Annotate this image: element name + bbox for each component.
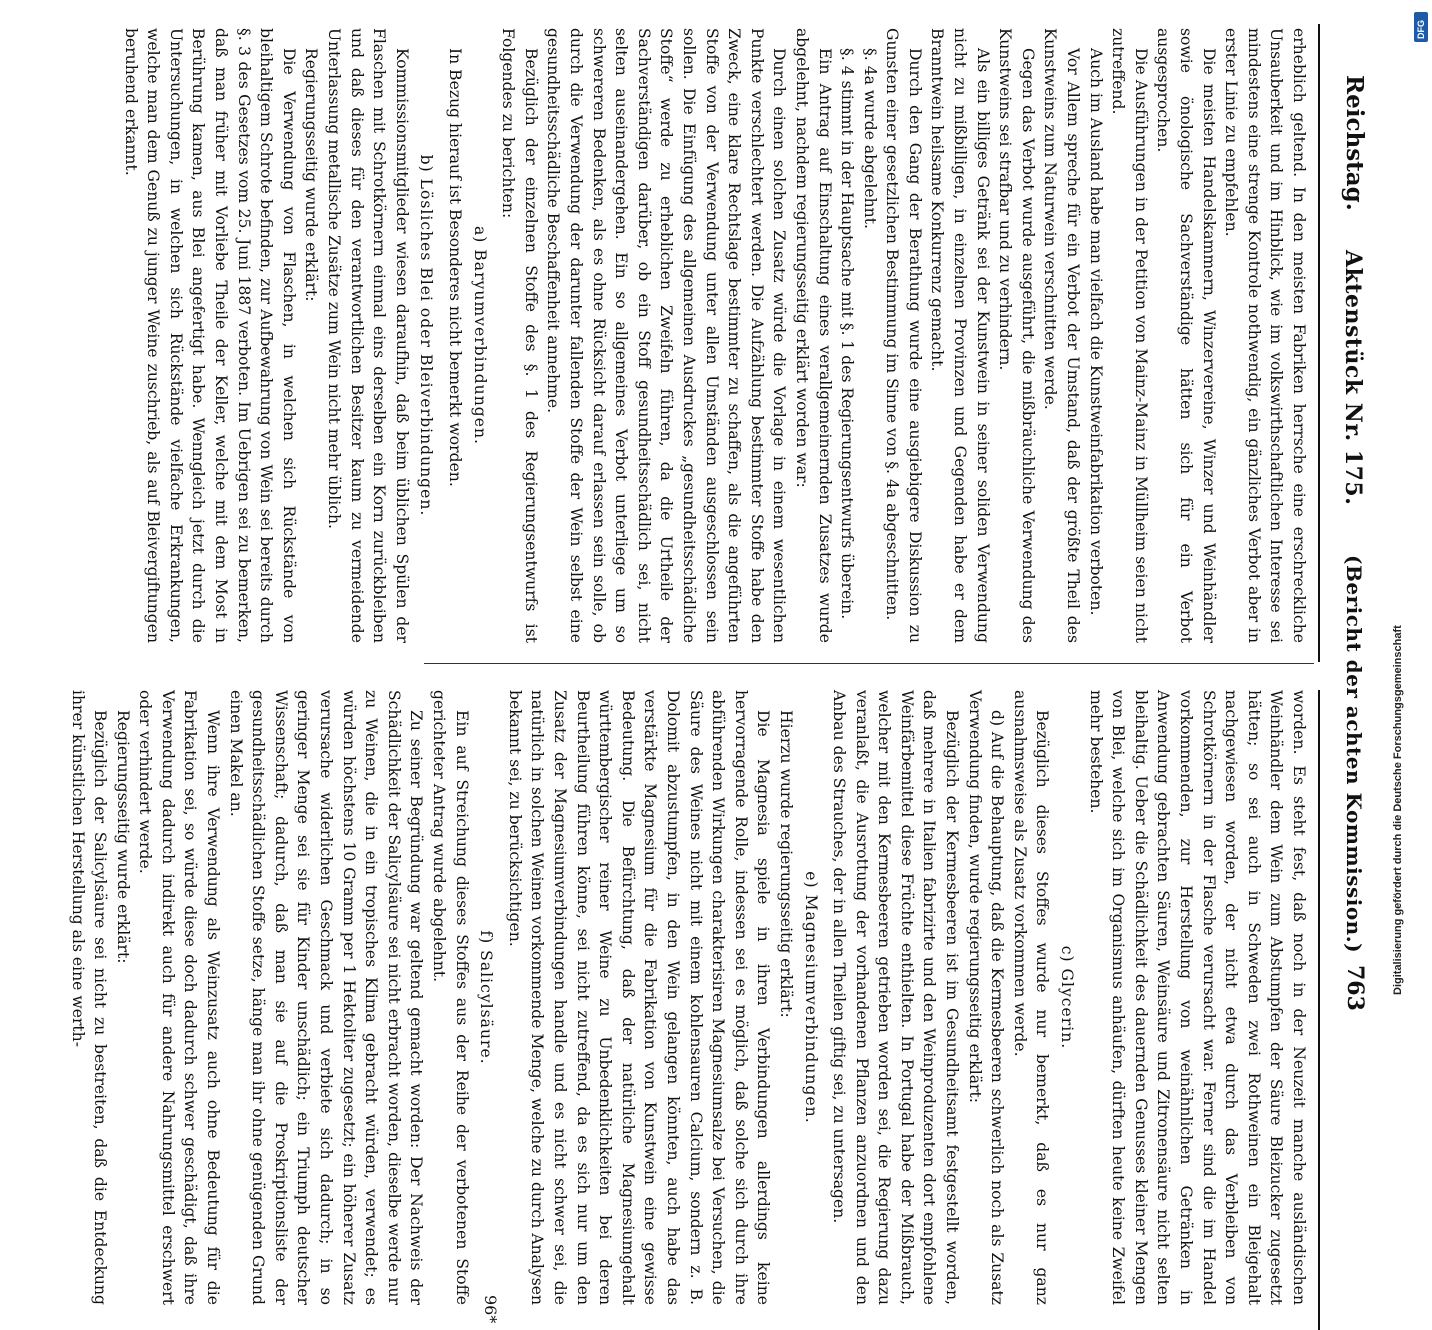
paragraph: In Bezug hierauf ist Besonderes nicht bemerkt worden.	[446, 48, 465, 487]
paragraph: Gegen das Verbot wurde ausgeführt, die mißbräuchliche Verwendung des Kunstweins sei strafbar und zu verhindern.	[996, 28, 1037, 643]
text-column-left	[119, 28, 1310, 643]
paragraph: Auch im Ausland habe man vielfach die Kunstweinfabrikation verboten.	[1086, 48, 1105, 616]
digitization-credit-text: Digitalisierung gefördert durch die Deutsche Forschungsgemeinschaft	[1392, 625, 1404, 995]
paragraph: Bezüglich der Salicylsäure sei nicht zu bestreiten, daß die Entdeckung ihrer künstlichen Herstellung als eine werth-	[68, 690, 110, 1305]
paragraph: Durch den Gang der Berathung wurde eine ausgiebigere Diskussion zu Gunsten einer gesetzlichen Bestimmung im Sinne von §. 4a abgeschnitten.	[883, 28, 924, 643]
running-head-left: Reichstag.	[1341, 75, 1368, 211]
paragraph: Die Verwendung von Flaschen, in welchen sich Rückstände von bleihaltigem Schrote befinden, zur Aufbewahrung von Wein sei bereits durch §. 3 des Gesetzes vom 25. Juni 1887 verboten. Im Uebrigen sei zu bemerken, daß man früher mit Vorliebe Theile der Keller, welche mit dem Most in Berührung kamen, aus Blei angefertigt habe. Wenngleich jetzt durch die Untersuchungen, in welchen sich Rückstände vielfache Erkrankungen, welche man dem Genuß zu junger Weine zuschrieb, als auf Bleivergiftungen beruhend erkannt.	[121, 28, 298, 643]
paragraph: Bezüglich dieses Stoffes wurde nur bemerkt, daß es nur ganz ausnahmsweise als Zusatz vorkommen werde.	[1010, 690, 1052, 1305]
paragraph: Die Ausführungen in der Petition von Mainz-Mainz in Müllheim seien nicht zutreffend.	[1109, 28, 1150, 643]
paragraph: Durch einen solchen Zusatz würde die Vorlage in einem wesentlichen Punkte verschlechtert werden. Die Aufzählung bestimmter Stoffe habe den Zweck, eine klare Rechtslage bestimmter zu schaffen, als die angeführten Stoffe von der Verwendung unter allen Umständen ausgeschlossen sein sollen. Die Einfügung des allgemeinen Ausdruckes „gesundheitsschädliche Stoffe“ werde zu erheblichen Zweifeln führen, da die Urtheile der Sachverständigen darüber, ob ein Stoff gesundheitsschädlich sei, nicht selten auseinandergehen. Ein so allgemeines Verbot unterliege um so schwereren Bedenken, als es ohne Rücksicht darauf erlassen sein solle, ob durch die Verwendung der darunter fallenden Stoffe der Wein selbst eine gesundheitsschädliche Beschaffenheit annehme.	[544, 28, 789, 643]
paragraph: Die meisten Handelskammern, Winzervereine, Winzer und Weinhändler sowie önologische Sachverständige hätten sich für ein Verbot ausgesprochen.	[1154, 28, 1218, 643]
paragraph: Ein auf Streichung dieses Stoffes aus der Reihe der verbotenen Stoffe gerichteter Antrag wurde abgelehnt.	[430, 690, 471, 1305]
paragraph: §. 4a wurde abgelehnt.	[860, 48, 879, 229]
header-rule-left	[1318, 24, 1320, 662]
section-heading: c) Glycerin.	[1058, 945, 1077, 1050]
header-rule-right	[1318, 690, 1320, 1330]
signature-mark: 96*	[481, 1295, 500, 1324]
dfg-logo-text: DFG	[1416, 20, 1426, 39]
paragraph: d) Auf die Behauptung, daß die Kermesbeeren schwerlich noch als Zusatz Verwendung finden, wurde regierungsseitig erklärt:	[965, 690, 1007, 1305]
paragraph: Vor Allem spreche für ein Verbot der Umstand, daß der größte Theil des Kunstweins zum Naturwein verschnitten werde.	[1041, 28, 1083, 643]
digitization-credit	[1388, 10, 1428, 1000]
paragraph: §. 4 stimmt in der Hauptsache mit §. 1 des Regierungsentwurfs überein.	[838, 48, 857, 620]
page-number: 763	[1342, 965, 1368, 1011]
paragraph: Bezüglich der Kermesbeeren ist im Gesundheitsamt festgestellt worden, daß mehrere in Italien fabrizirte und den Weinproduzenten dort empfohlene Weinfärbemittel diese Früchte enthielten. In Portugal habe der Mißbrauch, welcher mit den Kermesbeeren getrieben worden sei, die Regierung dazu veranlaßt, die Ausrottung der vorhandenen Pflanzen anzuordnen und den Anbau des Strauches, der in allen Theilen giftig sei, zu untersagen.	[830, 690, 962, 1305]
paragraph: worden. Es steht fest, daß noch in der Neuzeit manche ausländischen Weinhändler dem Wein zum Abstumpfen der Säure Bleizucker zugesetzt hätten; so sei auch in Schweden zwei Rothweinen ein Bleigehalt nachgewiesen worden, der nicht etwa durch das Verbleiben von Schrotkörnern in der Flasche verursacht war. Ferner sind die im Handel vorkommenden, zur Herstellung von weinähnlichen Getränken in Anwendung gebrachten Säuren, Weinsäure und Zitronensäure nicht selten bleihaltig. Ueber die Schädlichkeit des dauernden Genusses kleiner Mengen von Blei, welche sich im Organismus anhäufen, dürften heute keine Zweifel mehr bestehen.	[1086, 690, 1308, 1305]
section-heading: e) Magnesiumverbindungen.	[801, 871, 820, 1124]
paragraph: Zu seiner Begründung war geltend gemacht worden: Der Nachweis der Schädlichkeit der Salicylsäure sei nicht erbracht worden, dieselbe werde nur zu Weinen, die in ein tropisches Klima gebracht würden, verwendet; es würden höchstens 10 Gramm per 1 Hektoliter zugesetzt; ein höherer Zusatz verursache widerlichen Geschmack und verbiete sich dadurch; in so geringer Menge sei sie für Kinder unschädlich; ein Triumph deutscher Wissenschaft; dadurch, daß man sie auf die Proskriptionsliste der gesundheitsschädlichen Stoffe setze, hänge man ihr ohne genügenden Grund einen Makel an.	[226, 690, 426, 1305]
report-title: (Bericht der achten Kommission.)	[1342, 555, 1366, 954]
section-heading: f) Salicylsäure.	[477, 930, 496, 1065]
paragraph: Regierungsseitig wurde erklärt:	[302, 48, 321, 302]
document-number: Aktenstück Nr. 175.	[1340, 250, 1366, 506]
text-column-right	[66, 690, 1310, 1305]
paragraph: Kommissionsmitglieder wiesen daraufhin, daß beim üblichen Spülen der Flaschen mit Schrotkörnern einmal eins derselben ein Korn zurückbleiben und daß dieses für den verantwortlichen Besitzer kaum zu vermeidende Unterlassung metallische Zusätze zum Wein nicht mehr üblich.	[325, 28, 411, 643]
paragraph: erheblich geltend. In den meisten Fabriken herrsche eine erschreckliche Unsauberkeit und im Hinblick, wie im volkswirthschaftlichen Interesse sei mindestens eine strenge Kontrole nothwendig, ein gänzliches Verbot aber in erster Linie zu empfehlen.	[1222, 28, 1308, 643]
paragraph: Hierzu wurde regierungsseitig erklärt:	[776, 710, 795, 1018]
paragraph: Regierungsseitig wurde erklärt:	[113, 710, 132, 964]
section-heading: a) Baryumverbindungen.	[470, 226, 489, 445]
section-heading: b) Lösliches Blei oder Bleiverbindungen.	[417, 154, 436, 517]
paragraph: Als ein billiges Getränk sei der Kunstwein in seiner soliden Verwendung nicht zu mißbilligen, in einzelnen Provinzen und Gegenden habe er dem Branntwein heilsame Konkurrenz gemacht.	[928, 28, 992, 643]
paragraph: Wenn ihre Verwendung als Weinzusatz auch ohne Bedeutung für die Fabrikation sei, so würde diese doch dadurch schwer geschädigt, daß ihre Verwendung dadurch indirekt auch für andere Nahrungsmittel erschwert oder verhindert werde.	[136, 690, 223, 1305]
column-divider	[424, 663, 1314, 664]
paragraph: Ein Antrag auf Einschaltung eines verallgemeinernden Zusatzes wurde abgelehnt, nachdem regierungsseitig erklärt worden war:	[792, 28, 834, 643]
paragraph: Die Magnesia spiele in ihren Verbindungen allerdings keine hervorragende Rolle, indessen sei es möglich, daß solche sich durch ihre abführenden Wirkungen charakterisiren Magnesiumsalze bei Versuchen, die Säure des Weines nicht mit einem kohlensauren Calcium, sondern z. B. Dolomit abzustumpfen, in den Wein gelangen könnten, auch habe das verstärkte Magnesium für die Fabrikation von Kunstwein eine gewisse Bedeutung. Die Befürchtung, daß der natürliche Magnesiumgehalt württembergischer reiner Weine zu Unbedenklichkeiten bei deren Beurtheilung führen könne, sei nicht zutreffend, da es sich nur um den Zusatz der Magnesiumverbindungen handle und es nicht schwer sei, die natürlich in solchen Weinen vorkommende Menge, welche zu durch Analysen bekannt sei, zu berücksichtigen.	[505, 690, 773, 1305]
paragraph: Bezüglich der einzelnen Stoffe des §. 1 des Regierungsentwurfs ist Folgendes zu berichten:	[499, 28, 540, 643]
dfg-logo	[1414, 12, 1428, 42]
